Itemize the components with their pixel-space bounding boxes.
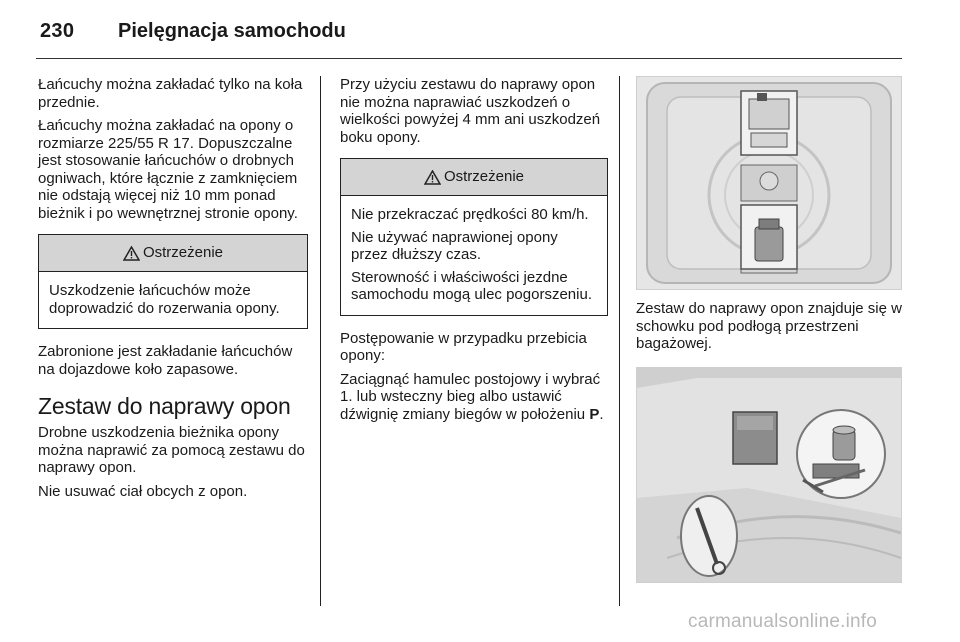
figure-trunk-repair-kit (636, 367, 902, 583)
warning-text: Nie przekraczać prędkości 80 km/h. (351, 206, 589, 223)
warning-triangle-icon (123, 246, 140, 261)
column-3 (636, 76, 908, 583)
column-1 (38, 76, 308, 506)
warning-header (39, 235, 307, 272)
page-title: Pielęgnacja samochodu (118, 20, 346, 42)
paragraph-text: Zaciągnąć hamulec postojowy i wybrać 1. lub wsteczny bieg albo ustawić dźwignię zmiany biegów w położeniu (340, 370, 601, 423)
page-number: 230 (40, 20, 75, 42)
paragraph: Łańcuchy można zakładać tylko na koła przednie. (38, 76, 303, 111)
warning-title: Ostrzeżenie (443, 168, 525, 186)
warning-box (340, 158, 608, 316)
paragraph: Zabronione jest zakładanie łańcuchów na dojazdowe koło zapasowe. (38, 343, 293, 378)
warning-text: Uszkodzenie łańcuchów może doprowadzić do rozerwania opony. (49, 282, 280, 317)
gear-position-p: P (589, 405, 600, 423)
trunk-repair-kit-illustration (637, 368, 901, 582)
paragraph: Nie usuwać ciał obcych z opon. (38, 482, 248, 500)
figure-spare-wheel-well (636, 76, 902, 290)
paragraph: Postępowanie w przypadku przebicia opony: (340, 329, 587, 364)
watermark: carmanualsonline.info (688, 611, 878, 632)
warning-body (341, 196, 607, 315)
paragraph (340, 371, 608, 424)
paragraph-text: . (599, 405, 604, 423)
paragraph: Przy użyciu zestawu do naprawy opon nie można naprawiać uszkodzeń o wielkości powyżej 4 mm ani uszkodzeń boku opony. (340, 76, 601, 146)
warning-triangle-icon (424, 170, 441, 185)
column-2 (340, 76, 608, 429)
page-header (36, 16, 924, 56)
column-divider (320, 76, 321, 606)
warning-text: Nie używać naprawionej opony przez dłuższy czas. (351, 228, 558, 263)
warning-text: Sterowność i właściwości jezdne samochodu mogą ulec pogorszeniu. (351, 268, 592, 303)
section-title: Zestaw do naprawy opon (38, 393, 291, 419)
warning-body (39, 272, 307, 328)
figure-caption: Zestaw do naprawy opon znajduje się w schowku pod podłogą przestrzeni bagażowej. (636, 300, 902, 352)
warning-box (38, 234, 308, 329)
paragraph: Drobne uszkodzenia bieżnika opony można naprawić za pomocą zestawu do naprawy opon. (38, 424, 305, 476)
column-divider (619, 76, 620, 606)
spare-wheel-well-illustration (637, 77, 901, 289)
warning-header (341, 159, 607, 196)
header-rule (36, 58, 902, 59)
warning-title: Ostrzeżenie (142, 244, 224, 262)
paragraph: Łańcuchy można zakładać na opony o rozmiarze 225/55 R 17. Dopuszczalne jest stosowanie łańcuchów o drobnych ogniwach, które łącznie z zamknięciem nie odstają więcej niż 10 mm ponad bieżnik i po wewnętrznej stronie opony. (38, 117, 298, 222)
